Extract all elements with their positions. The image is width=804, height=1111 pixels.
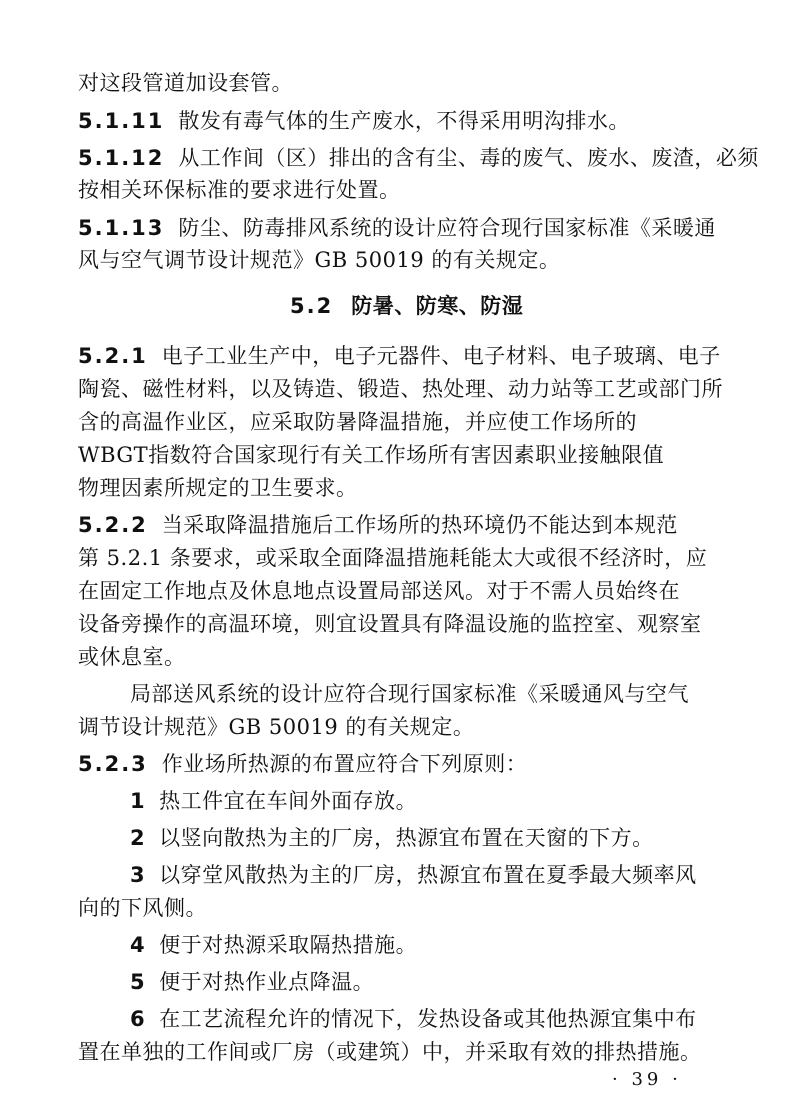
text-line: 风与空气调节设计规范》GB 50019 的有关规定。: [78, 248, 561, 272]
text-line: 向的下风侧。: [78, 896, 207, 920]
clause-text: 散发有毒气体的生产废水，不得采用明沟排水。: [178, 109, 630, 133]
text-line: 设备旁操作的高温环境，则宜设置具有降温设施的监控室、观察室: [78, 612, 702, 636]
section-number: 5.2: [290, 294, 334, 318]
clause-number: 5.2.1: [78, 344, 148, 368]
text-line: WBGT指数符合国家现行有关工作场所有害因素职业接触限值: [78, 443, 665, 467]
item-text: 在工艺流程允许的情况下，发热设备或其他热源宜集中布: [159, 1007, 697, 1031]
list-item: [130, 784, 417, 818]
item-text: 便于对热作业点降温。: [159, 970, 375, 994]
section-heading: [290, 289, 523, 323]
list-item: [130, 821, 654, 855]
clause-text: 防尘、防毒排风系统的设计应符合现行国家标准《采暖通: [178, 216, 716, 240]
item-number: 5: [130, 970, 146, 994]
item-text: 以竖向散热为主的厂房，热源宜布置在天窗的下方。: [159, 826, 654, 850]
clause-5-2-1: [78, 339, 721, 373]
clause-5-1-12: [78, 141, 759, 175]
text-line: 第 5.2.1 条要求，或采取全面降温措施耗能太大或很不经济时，应: [78, 546, 708, 570]
item-number: 3: [130, 863, 146, 887]
clause-text: 作业场所热源的布置应符合下列原则：: [161, 752, 528, 776]
text-line: 含的高温作业区，应采取防暑降温措施，并应使工作场所的: [78, 410, 637, 434]
text-line: 物理因素所规定的卫生要求。: [78, 476, 358, 500]
clause-number: 5.1.13: [78, 216, 165, 240]
text-line: 按相关环保标准的要求进行处置。: [78, 178, 401, 202]
item-number: 2: [130, 826, 146, 850]
item-number: 1: [130, 789, 146, 813]
list-item: [130, 965, 374, 999]
text-line: 陶瓷、磁性材料，以及铸造、锻造、热处理、动力站等工艺或部门所: [78, 377, 723, 401]
clause-number: 5.2.2: [78, 513, 148, 537]
clause-number: 5.2.3: [78, 752, 148, 776]
clause-5-2-2: [78, 508, 678, 542]
list-item: [130, 1002, 697, 1036]
text-line: 置在单独的工作间或厂房（或建筑）中，并采取有效的排热措施。: [78, 1040, 702, 1064]
clause-number: 5.1.12: [78, 146, 165, 170]
clause-number: 5.1.11: [78, 109, 165, 133]
clause-5-1-13: [78, 211, 716, 245]
page-number: · 39 ·: [612, 1069, 682, 1090]
list-item: [130, 858, 697, 892]
text-line: 局部送风系统的设计应符合现行国家标准《采暖通风与空气: [130, 682, 689, 706]
item-text: 热工件宜在车间外面存放。: [159, 789, 418, 813]
item-text: 便于对热源采取隔热措施。: [159, 933, 418, 957]
section-title: 防暑、防寒、防湿: [351, 294, 524, 318]
clause-5-2-3: [78, 747, 527, 781]
item-text: 以穿堂风散热为主的厂房，热源宜布置在夏季最大频率风: [159, 863, 697, 887]
item-number: 4: [130, 933, 146, 957]
text-line: 对这段管道加设套管。: [78, 71, 293, 95]
clause-5-1-11: [78, 104, 630, 138]
clause-text: 从工作间（区）排出的含有尘、毒的废气、废水、废渣，必须: [178, 146, 759, 170]
text-line: 调节设计规范》GB 50019 的有关规定。: [78, 715, 475, 739]
clause-text: 电子工业生产中，电子元器件、电子材料、电子玻璃、电子: [161, 344, 721, 368]
text-line: 在固定工作地点及休息地点设置局部送风。对于不需人员始终在: [78, 579, 680, 603]
item-number: 6: [130, 1007, 146, 1031]
clause-text: 当采取降温措施后工作场所的热环境仍不能达到本规范: [161, 513, 678, 537]
list-item: [130, 928, 417, 962]
text-line: 或休息室。: [78, 645, 186, 669]
